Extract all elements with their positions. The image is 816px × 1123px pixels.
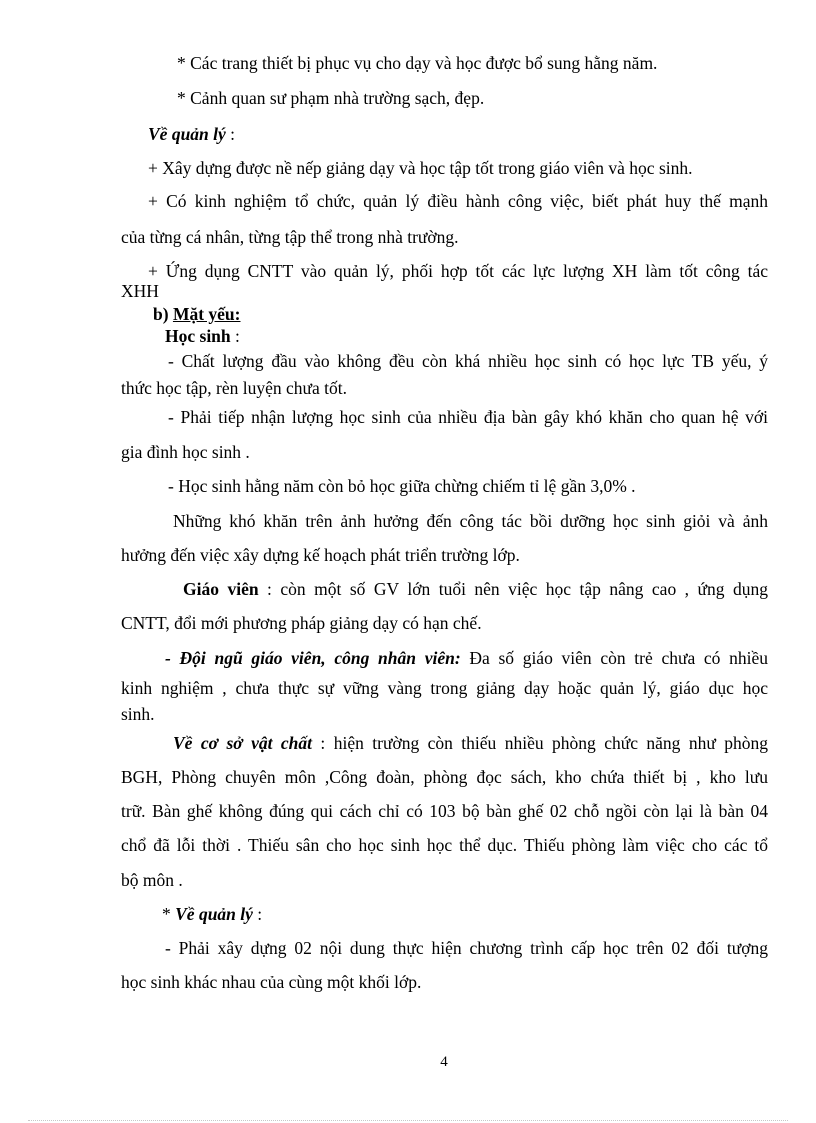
bullet-equipment [177,52,657,74]
heading-text: Về cơ sở vật chất [173,733,312,753]
text: + Ứng dụng CNTT vào quản lý, phối hợp tốt các lực lượng XH làm tốt công tác [148,261,768,281]
text: * [162,904,176,924]
paragraph-line [121,377,347,399]
paragraph-line [148,260,768,282]
text: : [252,904,263,924]
text: CNTT, đổi mới phương pháp giảng dạy có hạn chế. [121,613,482,633]
paragraph-line [168,406,768,428]
text: - Phải tiếp nhận lượng học sinh của nhiều địa bàn gây khó khăn cho quan hệ với [168,407,768,427]
paragraph-line [121,544,520,566]
text: - Phải xây dựng 02 nội dung thực hiện chương trình cấp học trên 02 đối tượng [165,938,768,958]
page-number: 4 [440,1054,448,1070]
text: Những khó khăn trên ảnh hưởng đến công tác bồi dưỡng học sinh giỏi và ảnh [173,511,768,531]
text: bộ môn . [121,870,183,890]
heading-text: Về quản lý [148,124,226,144]
text: : [225,124,236,144]
text: gia đình học sinh . [121,442,250,462]
subheading-teachers [183,578,768,600]
paragraph-line [121,280,159,302]
text: : hiện trường còn thiếu nhiều phòng chức năng như phòng [312,733,768,753]
heading-text: Giáo viên [183,579,259,599]
text: sinh. [121,704,155,724]
text: : [230,326,240,346]
text: Đa số giáo viên còn trẻ chưa có nhiều [460,648,768,668]
paragraph-line [148,157,693,179]
heading-text: Về quản lý [175,904,253,924]
subheading-students [165,325,240,347]
text: hưởng đến việc xây dựng kế hoạch phát triển trường lớp. [121,545,520,565]
text: thức học tập, rèn luyện chưa tốt. [121,378,347,398]
text: * Các trang thiết bị phục vụ cho dạy và học được bổ sung hằng năm. [177,53,658,73]
paragraph-line [121,800,768,822]
heading-text: - Đội ngũ giáo viên, công nhân viên: [165,648,461,668]
text: + Xây dựng được nề nếp giảng dạy và học tập tốt trong giáo viên và học sinh. [148,158,693,178]
paragraph-line [121,441,250,463]
text: kinh nghiệm , chưa thực sự vững vàng trong giảng dạy hoặc quản lý, giáo dục học [121,678,768,698]
paragraph-line [121,766,768,788]
text: chổ đã lỗi thời . Thiếu sân cho học sinh học thể dục. Thiếu phòng làm việc cho các tổ [121,835,768,855]
paragraph-line [148,190,768,212]
footer-divider [28,1120,788,1121]
text: của từng cá nhân, từng tập thể trong nhà trường. [121,227,459,247]
paragraph-line [168,475,636,497]
paragraph-line [121,971,421,993]
text: : còn một số GV lớn tuổi nên việc học tập nâng cao , ứng dụng [258,579,768,599]
paragraph-line [168,350,768,372]
section-heading-weaknesses [153,303,241,325]
paragraph-line [121,226,459,248]
paragraph-line [165,937,768,959]
subheading-facilities [173,732,768,754]
text: học sinh khác nhau của cùng một khối lớp. [121,972,422,992]
heading-text: Mặt yếu: [172,304,241,324]
bullet-landscape [177,87,484,109]
section-heading-management [148,123,235,145]
heading-text: Học sinh [165,326,231,346]
paragraph-line [121,677,768,699]
text: XHH [121,281,159,301]
text: + Có kinh nghiệm tổ chức, quản lý điều hành công việc, biết phát huy thế mạnh [148,191,768,211]
text: BGH, Phòng chuyên môn ,Công đoàn, phòng đọc sách, kho chứa thiết bị , kho lưu [121,767,768,787]
text: - Chất lượng đầu vào không đều còn khá nhiều học sinh có học lực TB yếu, ý [168,351,768,371]
paragraph-line [173,510,768,532]
text: trữ. Bàn ghế không đúng qui cách chỉ có 103 bộ bàn ghế 02 chỗ ngồi còn lại là bàn 04 [121,801,768,821]
text: - Học sinh hằng năm còn bỏ học giữa chừng chiếm tỉ lệ gần 3,0% . [168,476,636,496]
subheading-staff [165,647,768,669]
paragraph-line [121,869,183,891]
paragraph-line [121,612,482,634]
subheading-management-2 [162,903,262,925]
paragraph-line [121,834,768,856]
paragraph-line [121,703,155,725]
text: * Cảnh quan sư phạm nhà trường sạch, đẹp. [177,88,485,108]
text: b) [153,304,173,324]
